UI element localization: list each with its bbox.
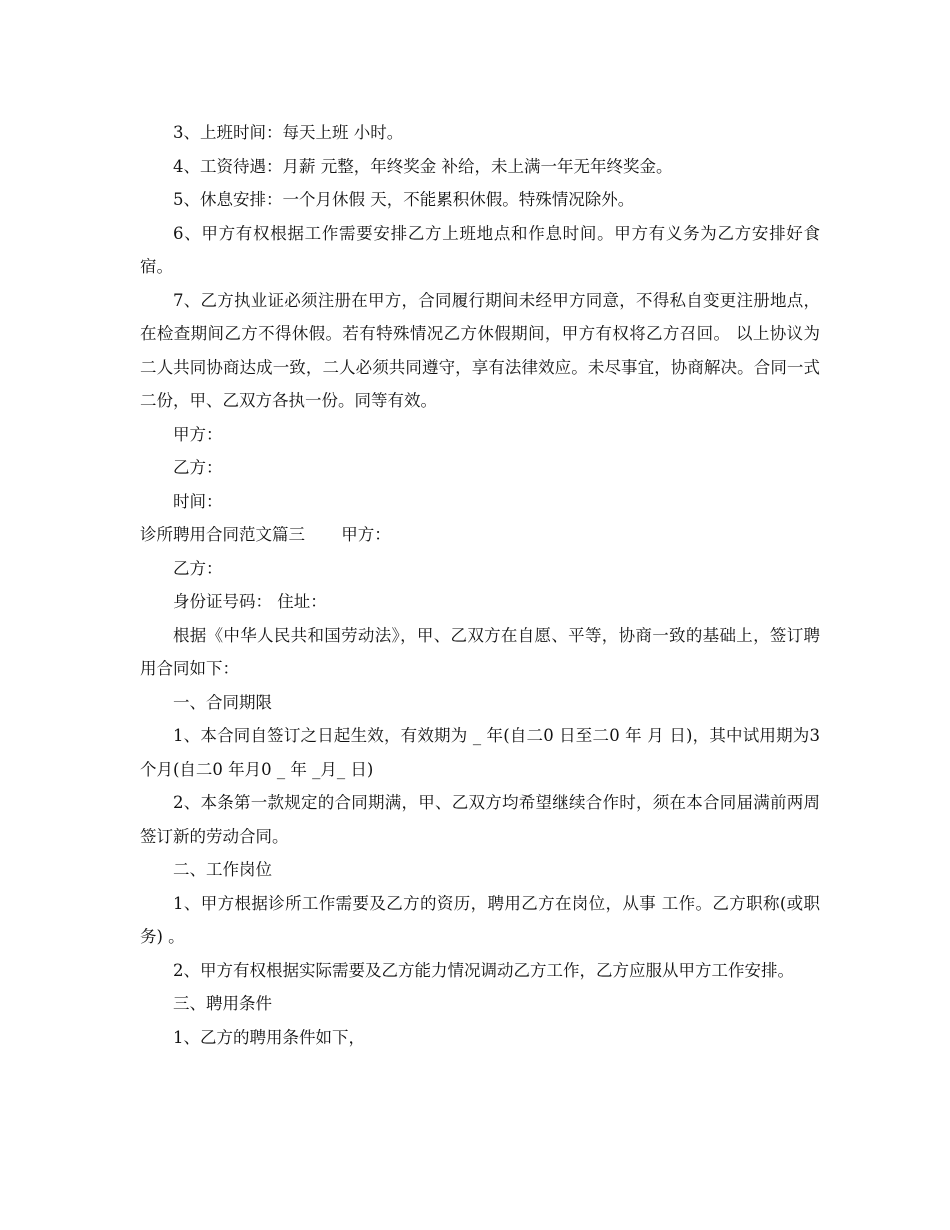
clause-term-1: 1、本合同自签订之日起生效，有效期为 _ 年(自二0 日至二0 年 月 日)，其中试用期为3个月(自二0 年月0 _ 年 _月_ 日) <box>140 726 820 779</box>
document-body <box>140 116 820 1054</box>
id-address-line: 身份证号码： 住址： <box>173 592 327 611</box>
section-heading-term: 一、合同期限 <box>173 692 272 712</box>
clause-post-1: 1、甲方根据诊所工作需要及乙方的资历，聘用乙方在岗位，从事 工作。乙方职称(或职务) 。 <box>140 893 820 946</box>
clause-conditions-1: 1、乙方的聘用条件如下， <box>173 1027 365 1047</box>
clause-arrangement: 6、甲方有权根据工作需要安排乙方上班地点和作息时间。甲方有义务为乙方安排好食宿。 <box>140 223 820 276</box>
clause-license: 7、乙方执业证必须注册在甲方，合同履行期间未经甲方同意，不得私自变更注册地点，在检查期间乙方不得休假。若有特殊情况乙方休假期间，甲方有权将乙方召回。 以上协议为二人共同协商达成一致，二人必须共同遵守，享有法律效应。未尽事宜，协商解决。合同一式二份，甲、乙双方各执一份。同等有效。 <box>140 290 820 410</box>
signature-party-a: 甲方： <box>173 424 223 444</box>
signature-party-b: 乙方： <box>173 458 223 477</box>
heading-party-a: 甲方： <box>341 525 391 544</box>
party-b-line: 乙方： <box>173 558 223 578</box>
clause-salary: 4、工资待遇：月薪 元整，年终奖金 补给，未上满一年无年终奖金。 <box>173 156 673 176</box>
clause-working-hours: 3、上班时间：每天上班 小时。 <box>173 123 404 142</box>
clause-term-2: 2、本条第一款规定的合同期满，甲、乙双方均希望继续合作时，须在本合同届满前两周签订新的劳动合同。 <box>140 793 820 846</box>
section-heading-line <box>140 518 820 552</box>
clause-post-2: 2、甲方有权根据实际需要及乙方能力情况调动乙方工作，乙方应服从甲方工作安排。 <box>173 960 794 980</box>
preamble: 根据《中华人民共和国劳动法》，甲、乙双方在自愿、平等，协商一致的基础上，签订聘用合同如下： <box>140 625 820 678</box>
signature-time: 时间： <box>173 491 223 511</box>
section-heading-post: 二、工作岗位 <box>173 860 272 879</box>
document-title: 诊所聘用合同范文篇三 <box>140 525 305 544</box>
section-heading-conditions: 三、聘用条件 <box>173 994 272 1013</box>
clause-rest: 5、休息安排：一个月休假 天，不能累积休假。特殊情况除外。 <box>173 190 635 209</box>
